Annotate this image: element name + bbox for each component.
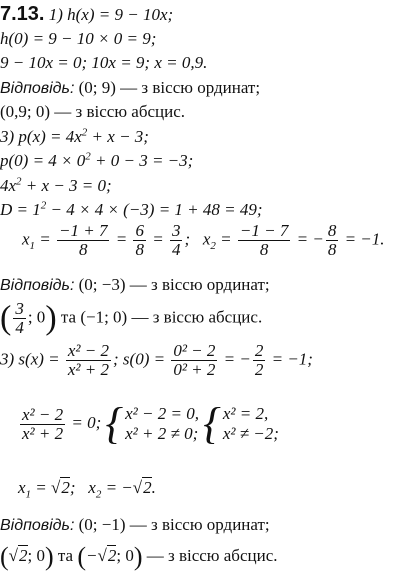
paren-open: ( [0, 542, 9, 571]
answer-1 [0, 78, 260, 99]
answer-3-line2 [0, 542, 278, 572]
a3-semi-1: ; 0 [27, 545, 45, 565]
rx1: x [18, 478, 26, 497]
x2-fd: 8 [327, 240, 337, 259]
answer-1-text: (0; 9) — з віссю ординат; [74, 78, 261, 97]
paren-close-2: ) [133, 542, 143, 571]
s-line [0, 342, 313, 379]
x1-r1n: 6 [135, 221, 144, 240]
line-3: 9 − 10x = 0; 10x = 9; x = 0,9. [0, 53, 208, 72]
roots-s: $x_1 = √2$; $x_2 = -√2$. [18, 478, 156, 501]
a3-tail: — з віссю абсцис. [142, 545, 278, 565]
a3-root1: √2 [8, 545, 28, 565]
a2-semi: ; 0 [27, 307, 46, 327]
exp: 2 [85, 150, 91, 163]
s0-den: 0² + 2 [173, 360, 216, 379]
s0-mid: = − [219, 349, 251, 369]
p0-head: p(0) = 4 × 0 [0, 151, 86, 170]
s-num: x² − 2 [67, 341, 109, 360]
sqrt-2: 2 [143, 478, 152, 497]
s0-end: = −1; [267, 349, 313, 369]
system-line [18, 399, 279, 448]
a3-sqrt-2: 2 [107, 545, 117, 565]
sub-2: 2 [95, 488, 102, 501]
x2-fn: 8 [327, 221, 337, 240]
s-fraction [66, 342, 111, 379]
brace-1: { [105, 399, 124, 448]
p-definition [0, 127, 149, 147]
s0-fd: 2 [254, 360, 264, 379]
exp: 2 [81, 126, 88, 139]
x2-r1: = − [292, 229, 324, 249]
answer-label: Відповідь: [0, 80, 75, 97]
paren-open-2: ( [77, 542, 87, 571]
sys2a: x² = 2, [222, 404, 269, 423]
x2-label: x [202, 229, 211, 249]
line-2: h(0) = 9 − 10 × 0 = 9; [0, 29, 157, 48]
answer-2 [0, 275, 270, 296]
paren-open: ( [0, 299, 12, 337]
sqrt-1: 2 [61, 478, 70, 497]
a2-fd: 4 [15, 318, 24, 337]
s0-num: 0² − 2 [173, 341, 216, 360]
x1-frac-2 [133, 222, 146, 259]
line-1 [0, 4, 173, 25]
s-head: 3) s(x) = [0, 349, 60, 369]
x2-fraction [238, 222, 290, 259]
x1-frac-3 [170, 222, 183, 259]
paren-close: ) [45, 299, 57, 337]
a2-fn: 3 [15, 299, 24, 318]
x1-r2n: 3 [171, 221, 181, 240]
sys1b: x² + 2 ≠ 0; [125, 424, 199, 443]
x1-fraction [57, 222, 109, 259]
a3-mid: та [53, 545, 78, 565]
x2-end: = −1. [340, 229, 385, 249]
a2-tail: та (−1; 0) — з віссю абсцис. [56, 307, 263, 327]
d-head: D = 1 [0, 200, 41, 219]
p-def-head: 3) p(x) = 4x [0, 127, 82, 146]
h-definition: 1) h(x) = 9 − 10x; [48, 5, 174, 24]
sub-1: 1 [29, 239, 36, 252]
d-mid: − 4 × 4 × (−3) = 1 + 48 = 49; [46, 200, 263, 219]
x1-den: 8 [79, 240, 88, 259]
sys-fraction [20, 406, 65, 443]
s0-head: ; s(0) = [113, 349, 166, 369]
p-zero [0, 151, 193, 171]
x2-den: 8 [259, 240, 269, 259]
a3-sqrt-1: 2 [19, 545, 28, 565]
answer-label: Відповідь: [0, 517, 75, 534]
s0-fn: 2 [254, 341, 264, 360]
sub-1: 1 [25, 488, 32, 501]
x2-num: −1 − 7 [239, 221, 289, 240]
exp: 2 [40, 199, 47, 212]
brace-2: { [203, 399, 221, 448]
sys-eq: = 0; [67, 412, 102, 432]
answer-2-line2 [0, 300, 262, 337]
answer-2-text: (0; −3) — з віссю ординат; [74, 275, 270, 294]
equation [0, 176, 112, 196]
a2-fraction [13, 300, 26, 337]
system-2 [223, 404, 279, 444]
a3-root2: −√2 [86, 545, 117, 565]
s-den: x² + 2 [67, 360, 109, 379]
eq-head: 4x [0, 176, 17, 195]
discriminant [0, 200, 263, 220]
eq-tail: + x − 3 = 0; [21, 176, 112, 195]
sys-den: x² + 2 [22, 423, 64, 443]
paren-close: ) [45, 542, 54, 571]
exp: 2 [16, 175, 22, 188]
a3-semi-2: ; 0 [116, 545, 134, 565]
sys-num: x² − 2 [22, 404, 64, 424]
system-1 [125, 404, 199, 444]
problem-number: 7.13. [0, 3, 45, 25]
answer-1-line2: (0,9; 0) — з віссю абсцис. [0, 102, 186, 121]
answer-3-text: (0; −1) — з віссю ординат; [74, 515, 270, 534]
answer-3 [0, 515, 270, 536]
sub-2: 2 [210, 239, 216, 252]
x1-r2d: 4 [171, 240, 181, 259]
p-def-tail: + x − 3; [87, 127, 149, 146]
roots-line: $x_1$ = $\frac{-1 + 7}{8}$ = $\frac{6}{8}$ = $\frac{3}{4}$ ; $x_2$ = $\frac{-1 - 7}{8}$ = − $\frac{8}{8}$ = −1. [22, 221, 385, 259]
sys1a: x² − 2 = 0, [125, 404, 199, 423]
x1-num: −1 + 7 [59, 221, 108, 240]
sys2b: x² ≠ −2; [222, 424, 279, 443]
p0-tail: + 0 − 3 = −3; [90, 151, 194, 170]
rx2: x [88, 478, 96, 497]
answer-label: Відповідь: [0, 277, 75, 294]
x1-label: x [22, 229, 30, 249]
s0-frac-2 [253, 342, 266, 379]
x1-r1d: 8 [135, 240, 144, 259]
x2-frac-2 [326, 222, 339, 259]
s0-fraction [171, 342, 217, 379]
